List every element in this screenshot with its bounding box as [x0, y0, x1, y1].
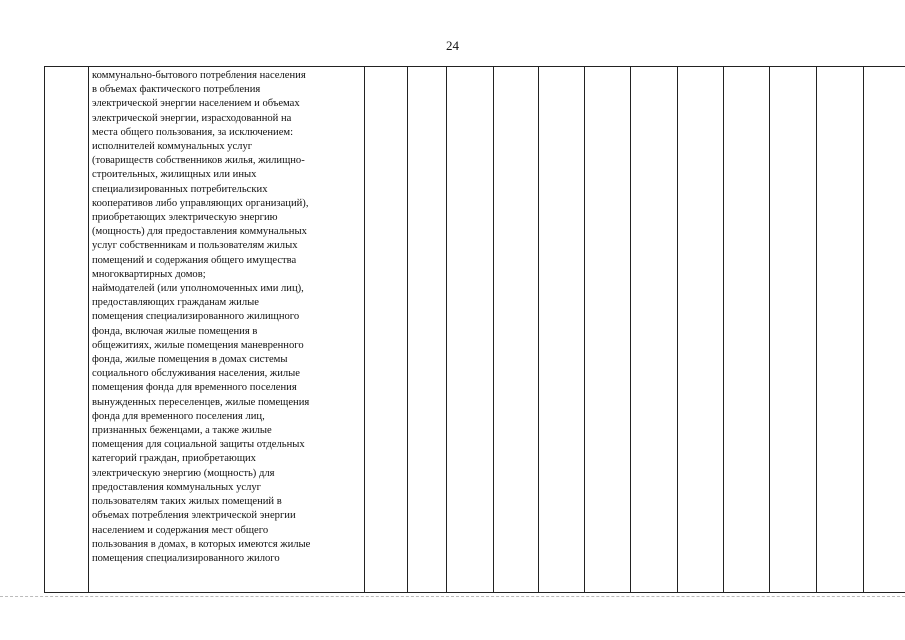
description-cell: коммунально-бытового потребления населения в объемах фактического потребления электрической энергии населением и объемах электрической энергии, израсходованной на места общего пользования, за исключением: исполнителей коммунальных услуг (товариществ собственников жилья, жилищно- строительных, жилищных или иных специализированных потребительских кооперативов либо управляющих организаций), приобретающих электрическую энергию (мощность) для предоставления коммунальных услуг собственникам и пользователям жилых помещений и содержания общего имущества многоквартирных домов; наймодателей (или уполномоченных ими лиц), предоставляющих гражданам жилые помещения специализированного жилищного фонда, включая жилые помещения в общежитиях, жилые помещения маневренного фонда, жилые помещения в домах системы социального обслуживания населения, жилые помещения фонда для временного поселения вынужденных переселенцев, жилые помещения фонда для временного поселения лиц, признанных беженцами, а также жилые помещения для социальной защиты отдельных категорий граждан, приобретающих электрическую энергию (мощность) для предоставления коммунальных услуг пользователям таких жилых помещений в объемах потребления электрической энергии населением и содержания мест общего пользования в домах, в которых имеются жилые помещения специализированного жилого: [89, 67, 365, 593]
value-cell: [864, 67, 905, 593]
value-cell: [817, 67, 864, 593]
document-table: [44, 66, 905, 593]
value-cell: [631, 67, 678, 593]
row-number-cell: [45, 67, 89, 593]
value-cell: [365, 67, 408, 593]
value-cell: [770, 67, 817, 593]
value-cell: [539, 67, 585, 593]
value-cell: [447, 67, 494, 593]
value-cell: [585, 67, 631, 593]
table-row: [45, 67, 905, 593]
page-number: 24: [446, 38, 459, 53]
value-cell: [678, 67, 724, 593]
value-cell: [408, 67, 447, 593]
scan-edge-line: [0, 596, 905, 598]
value-cell: [724, 67, 770, 593]
value-cell: [494, 67, 539, 593]
